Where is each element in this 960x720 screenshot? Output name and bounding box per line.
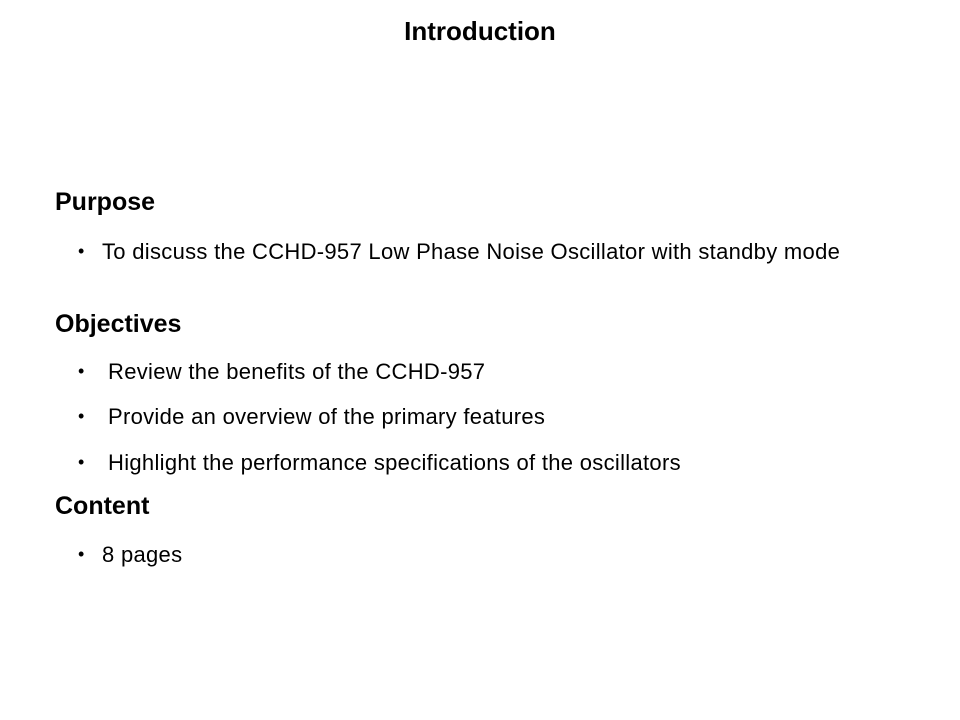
objectives-bullet-item-1 (78, 357, 908, 386)
bullet-icon: • (78, 361, 85, 381)
bullet-icon: • (78, 241, 85, 261)
bullet-icon: • (78, 452, 85, 472)
slide-title: Introduction (404, 16, 556, 46)
content-heading: Content (55, 492, 150, 520)
content-bullet-text: 8 pages (102, 542, 183, 567)
objectives-heading: Objectives (55, 310, 182, 338)
objectives-bullet-text-3: Highlight the performance specifications of the oscillators (108, 450, 681, 475)
content-bullet-item (78, 540, 902, 569)
objectives-bullet-item-3 (78, 448, 908, 477)
objectives-bullet-text-1: Review the benefits of the CCHD-957 (108, 359, 486, 384)
objectives-bullet-text-2: Provide an overview of the primary features (108, 404, 546, 429)
purpose-bullet-item (78, 237, 912, 266)
objectives-bullet-item-2 (78, 402, 908, 431)
purpose-heading: Purpose (55, 188, 156, 216)
bullet-icon: • (78, 406, 85, 426)
bullet-icon: • (78, 544, 85, 564)
purpose-bullet-text: To discuss the CCHD-957 Low Phase Noise Oscillator with standby mode (102, 239, 841, 264)
